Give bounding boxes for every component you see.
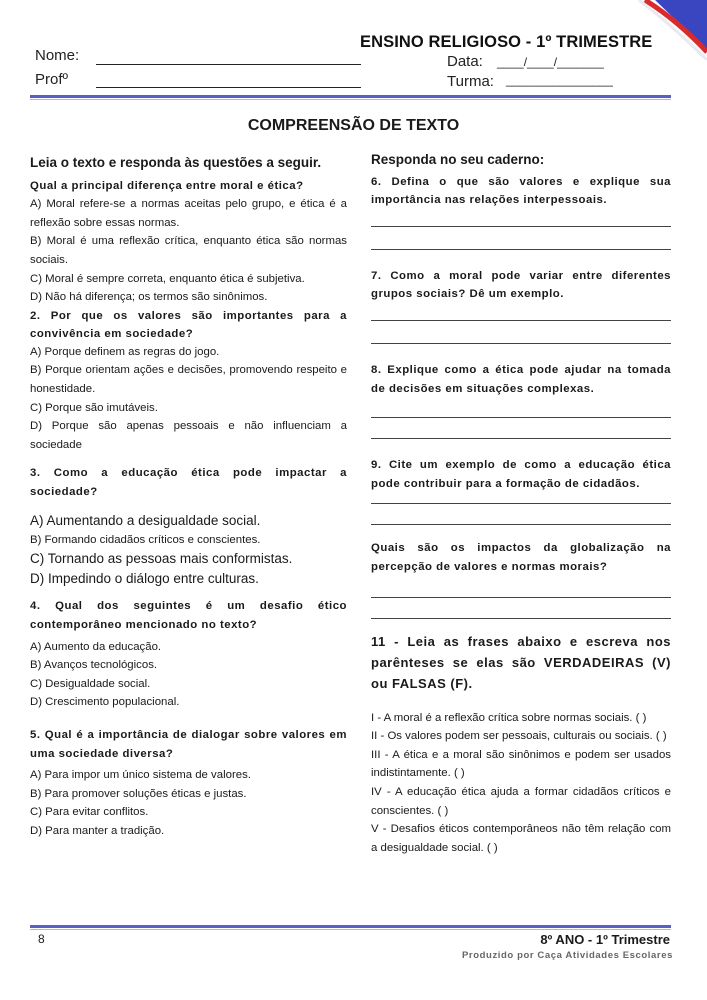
- left-intro: Leia o texto e responda às questões a seguir.: [30, 155, 322, 170]
- footer-credit: Produzido por Caça Atividades Escolares: [462, 950, 673, 961]
- turma-field[interactable]: ________________: [506, 73, 613, 87]
- q3-option-a: A) Aumentando a desigualdade social.: [30, 513, 261, 529]
- q4-option-d: D) Crescimento populacional.: [30, 696, 180, 709]
- right-column: [371, 151, 671, 857]
- q4-option-c: C) Desigualdade social.: [30, 677, 151, 690]
- q5-option-a: A) Para impor um único sistema de valores.: [30, 769, 251, 782]
- question-7: 7. Como a moral pode variar entre diferentes grupos sociais? Dê um exemplo.: [371, 269, 671, 301]
- nome-label: Nome:: [35, 47, 80, 64]
- q1-option-b: B) Moral é uma reflexão crítica, enquanto ética são normas sociais.: [30, 235, 347, 266]
- q5-option-c: C) Para evitar conflitos.: [30, 806, 149, 819]
- question-10: Quais são os impactos da globalização na percepção de valores e normas morais?: [371, 542, 671, 573]
- answer-line[interactable]: [371, 438, 671, 439]
- q4-option-a: A) Aumento da educação.: [30, 640, 162, 653]
- q1-option-a: A) Moral refere-se a normas aceitas pelo grupo, e ética é a reflexão sobre essas normas.: [30, 198, 347, 229]
- q4-option-b: B) Avanços tecnológicos.: [30, 659, 158, 672]
- question-4: 4. Qual dos seguintes é um desafio ético contemporâneo mencionado no texto?: [30, 600, 347, 631]
- header-title: ENSINO RELIGIOSO - 1º TRIMESTRE: [360, 33, 653, 51]
- question-9: 9. Cite um exemplo de como a educação ética pode contribuir para a formação de cidadãos.: [371, 459, 671, 490]
- page-title: COMPREENSÃO DE TEXTO: [247, 117, 460, 134]
- question-5: 5. Qual é a importância de dialogar sobre valores em uma sociedade diversa?: [30, 728, 347, 760]
- statement-1: I - A moral é a reflexão crítica sobre normas sociais. ( ): [371, 711, 647, 724]
- answer-line[interactable]: [371, 417, 671, 418]
- q2-option-a: A) Porque definem as regras do jogo.: [30, 345, 220, 358]
- answer-line[interactable]: [371, 343, 671, 344]
- question-8: 8. Explique como a ética pode ajudar na tomada de decisões em situações complexas.: [371, 363, 671, 395]
- question-2: 2. Por que os valores são importantes para a convivência em sociedade?: [30, 309, 347, 340]
- left-column: [30, 154, 347, 841]
- statement-2: II - Os valores podem ser pessoais, culturais ou sociais. ( ): [371, 730, 667, 743]
- statement-5: V - Desafios éticos contemporâneos não têm relação com a desigualdade social. ( ): [371, 823, 671, 854]
- page-number: 8: [38, 932, 45, 946]
- q3-option-d: D) Impedindo o diálogo entre culturas.: [30, 570, 259, 586]
- question-11: 11 - Leia as frases abaixo e escreva nos parênteses se elas são VERDADEIRAS (V) ou FALSAS (F).: [371, 633, 671, 691]
- q5-option-d: D) Para manter a tradição.: [30, 824, 165, 837]
- answer-line[interactable]: [371, 320, 671, 321]
- turma-label: Turma:: [447, 73, 494, 90]
- question-6: 6. Defina o que são valores e explique sua importância nas relações interpessoais.: [371, 175, 671, 207]
- right-intro: Responda no seu caderno:: [371, 152, 545, 167]
- data-field[interactable]: ____/____/_______: [497, 55, 604, 69]
- q5-option-b: B) Para promover soluções éticas e justas.: [30, 787, 247, 800]
- header-divider: [30, 95, 671, 98]
- answer-line[interactable]: [371, 249, 671, 250]
- q3-option-c: C) Tornando as pessoas mais conformistas.: [30, 551, 293, 567]
- prof-label: Profº: [35, 71, 68, 88]
- statement-4: IV - A educação ética ajuda a formar cidadãos críticos e conscientes. ( ): [371, 785, 671, 817]
- answer-line[interactable]: [371, 503, 671, 504]
- footer-divider-thin: [30, 929, 671, 930]
- q2-option-d: D) Porque são apenas pessoais e não influenciam a sociedade: [30, 420, 347, 451]
- q1-option-d: D) Não há diferença; os termos são sinônimos.: [30, 291, 268, 304]
- question-3: 3. Como a educação ética pode impactar a sociedade?: [30, 467, 347, 499]
- header-divider-thin: [30, 99, 671, 100]
- statement-3: III - A ética e a moral são sinônimos e podem ser usados indistintamente. ( ): [371, 748, 671, 780]
- q2-option-c: C) Porque são imutáveis.: [30, 401, 158, 414]
- data-label: Data:: [447, 53, 483, 70]
- answer-line[interactable]: [371, 597, 671, 598]
- answer-line[interactable]: [371, 226, 671, 227]
- q1-option-c: C) Moral é sempre correta, enquanto ética é subjetiva.: [30, 272, 305, 285]
- nome-field[interactable]: [96, 64, 361, 65]
- q3-option-b: B) Formando cidadãos críticos e conscientes.: [30, 533, 261, 546]
- footer-divider: [30, 925, 671, 928]
- question-1: Qual a principal diferença entre moral e ética?: [30, 179, 304, 192]
- answer-line[interactable]: [371, 524, 671, 525]
- q2-option-b: B) Porque orientam ações e decisões, promovendo respeito e honestidade.: [30, 364, 347, 395]
- answer-line[interactable]: [371, 618, 671, 619]
- footer-grade: 8º ANO - 1º Trimestre: [540, 932, 670, 947]
- prof-field[interactable]: [96, 87, 361, 88]
